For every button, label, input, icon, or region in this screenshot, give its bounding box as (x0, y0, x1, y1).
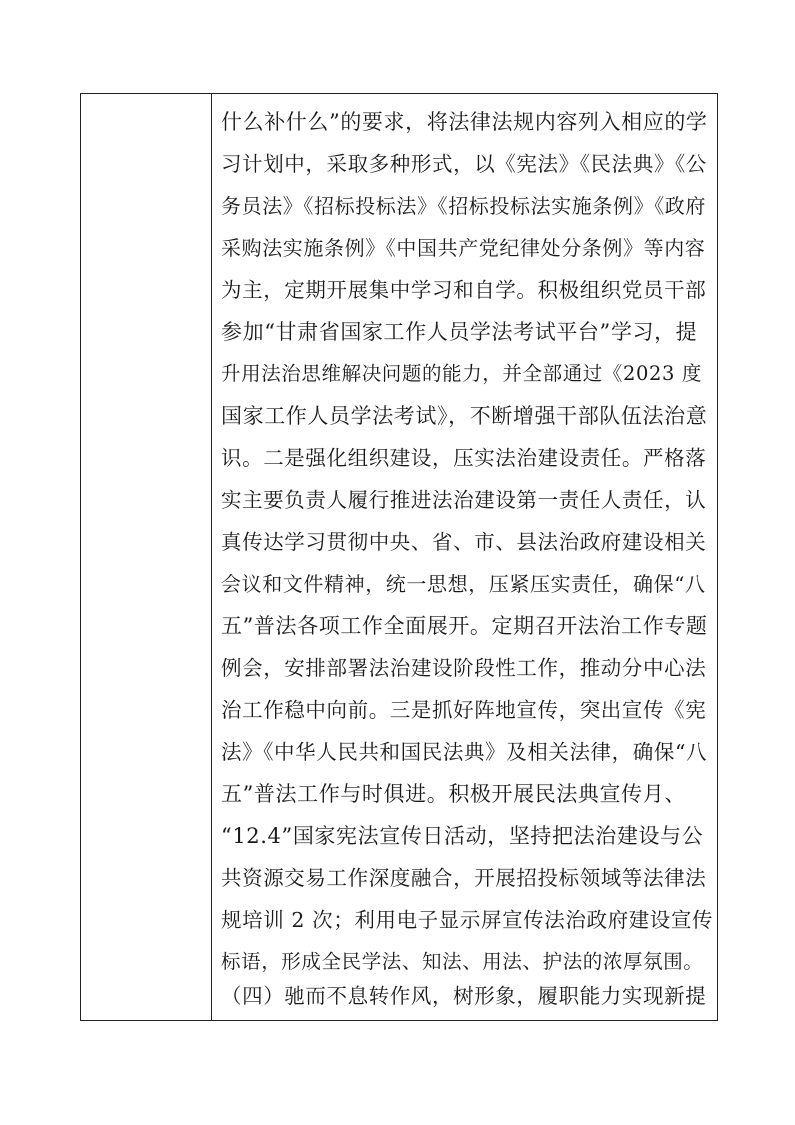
text-line: 实主要负责人履行推进法治建设第一责任人责任，认 (221, 488, 707, 512)
text-line: 习计划中，采取多种形式，以《宪法》《民法典》《公 (221, 152, 707, 176)
text-line: 标语，形成全民学法、知法、用法、护法的浓厚氛围。 (221, 950, 704, 973)
table-text-cell (221, 94, 713, 1020)
text-line: 会议和文件精神，统一思想，压紧压实责任，确保“八 (221, 572, 706, 596)
text-line: 规培训 2 次；利用电子显示屏宣传法治政府建设宣传 (221, 908, 714, 932)
text-line: 五”普法工作与时俱进。积极开展民法典宣传月、 (221, 782, 686, 806)
text-line: 参加“甘肃省国家工作人员学法考试平台”学习，提 (221, 320, 698, 344)
text-line: 共资源交易工作深度融合，开展招投标领域等法律法 (221, 866, 707, 890)
text-line: 例会，安排部署法治建设阶段性工作，推动分中心法 (221, 656, 707, 680)
text-line: 治工作稳中向前。三是抓好阵地宣传，突出宣传《宪 (221, 698, 707, 722)
text-line: 升用法治思维解决问题的能力，并全部通过《2023 度 (221, 362, 702, 385)
text-line: 什么补什么”的要求，将法律法规内容列入相应的学 (221, 110, 708, 134)
text-line: “12.4”国家宪法宣传日活动，坚持把法治建设与公 (221, 824, 704, 848)
text-line: （四）驰而不息转作风，树形象，履职能力实现新提 (221, 984, 707, 1008)
text-line: 五”普法各项工作全面展开。定期召开法治工作专题 (221, 614, 708, 638)
table-column-divider (211, 94, 212, 1020)
text-line: 识。二是强化组织建设，压实法治建设责任。严格落 (221, 446, 707, 470)
content-table (80, 93, 718, 1021)
text-line: 法》《中华人民共和国民法典》及相关法律，确保“八 (221, 740, 708, 764)
text-line: 为主，定期开展集中学习和自学。积极组织党员干部 (221, 278, 707, 302)
table-left-cell (81, 94, 211, 1020)
text-line: 国家工作人员学法考试》，不断增强干部队伍法治意 (221, 404, 708, 428)
text-line: 真传达学习贯彻中央、省、市、县法治政府建设相关 (221, 530, 707, 554)
text-line: 采购法实施条例》《中国共产党纪律处分条例》等内容 (221, 236, 706, 260)
text-line: 务员法》《招标投标法》《招标投标法实施条例》《政府 (221, 194, 706, 218)
